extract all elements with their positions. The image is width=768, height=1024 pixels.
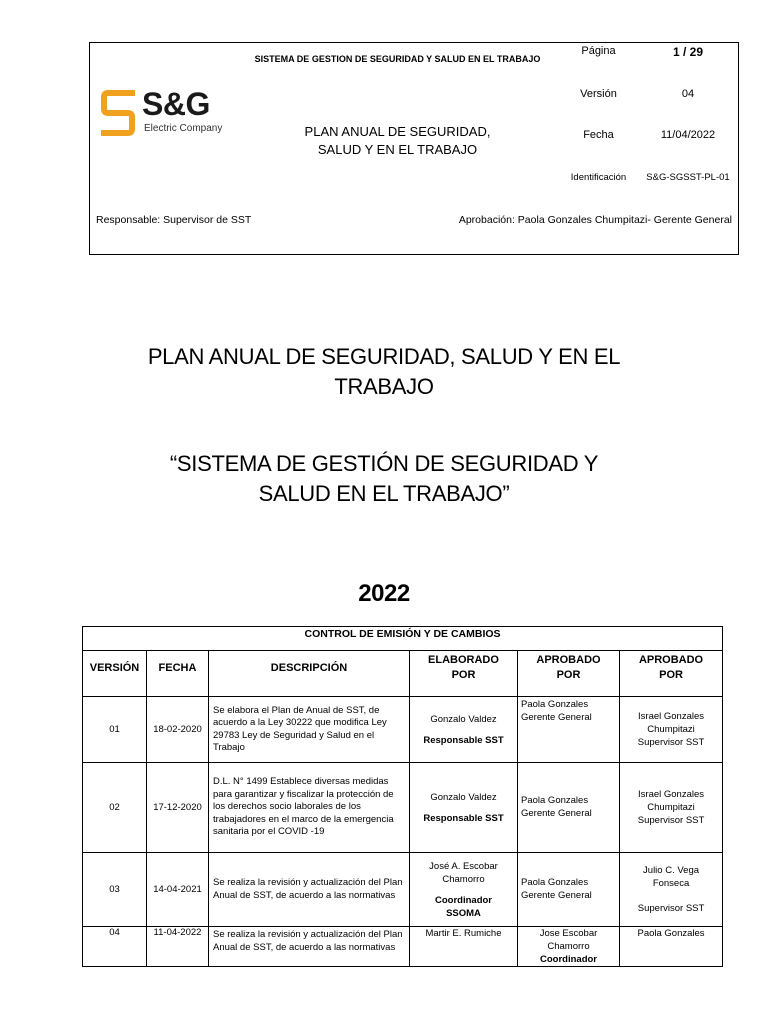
main-subtitle	[0, 449, 768, 509]
table-row	[83, 927, 723, 967]
cell-description: D.L. N° 1499 Establece diversas medidas para garantizar y fiscalizar la protección de los derechos socio laborales de los trabajadores en el marco de la emergencia sanitaria por el COVID -19	[209, 763, 410, 853]
cell-approved: Paola Gonzales Gerente General	[518, 763, 620, 853]
col-version: VERSIÓN	[83, 651, 147, 697]
cell-approved-2: Julio C. Vega Fonseca Supervisor SST	[620, 853, 723, 927]
main-title-line: TRABAJO	[334, 374, 434, 399]
change-control-table	[82, 626, 723, 967]
col-prepared: ELABORADO POR	[410, 651, 518, 697]
cell-description: Se realiza la revisión y actualización del Plan Anual de SST, de acuerdo a las normativas	[209, 927, 410, 967]
id-value: S&G-SGSST-PL-01	[646, 172, 730, 183]
col-approved-2: APROBADO POR	[620, 651, 723, 697]
cell-approved-2: Israel Gonzales Chumpitazi Supervisor SST	[620, 697, 723, 763]
date-value: 11/04/2022	[660, 129, 716, 141]
cell-prepared: José A. Escobar Chamorro Coordinador SSOMA	[410, 853, 518, 927]
table-caption: CONTROL DE EMISIÓN Y DE CAMBIOS	[83, 627, 723, 651]
col-approved: APROBADO POR	[518, 651, 620, 697]
cell-date: 18-02-2020	[147, 697, 209, 763]
version-value: 04	[681, 88, 695, 100]
plan-title: PLAN ANUAL DE SEGURIDAD, SALUD Y EN EL TRABAJO	[304, 123, 491, 157]
logo-name: S&G	[142, 86, 210, 122]
cell-approved-2: Israel Gonzales Chumpitazi Supervisor SST	[620, 763, 723, 853]
page-label: Página	[581, 45, 616, 57]
cell-approved: Paola Gonzales Gerente General	[518, 697, 620, 763]
cell-version: 03	[83, 853, 147, 927]
cell-date: 17-12-2020	[147, 763, 209, 853]
version-label: Versión	[580, 88, 617, 100]
cell-approved-2: Paola Gonzales	[620, 927, 723, 967]
page-value: 1 / 29	[672, 45, 704, 59]
system-title: SISTEMA DE GESTION DE SEGURIDAD Y SALUD EN EL TRABAJO	[254, 53, 541, 64]
cell-approved: Jose Escobar Chamorro Coordinador	[518, 927, 620, 967]
cell-version: 02	[83, 763, 147, 853]
main-title-line: PLAN ANUAL DE SEGURIDAD, SALUD Y EN EL	[147, 344, 621, 369]
cell-prepared: Gonzalo Valdez Responsable SST	[410, 763, 518, 853]
sg-logo-icon	[98, 87, 138, 139]
col-date: FECHA	[147, 651, 209, 697]
approval-field: Aprobación: Paola Gonzales Chumpitazi- Gerente General	[458, 214, 732, 226]
cell-prepared: Gonzalo Valdez Responsable SST	[410, 697, 518, 763]
document-header	[89, 42, 739, 255]
cell-approved: Paola Gonzales Gerente General	[518, 853, 620, 927]
table-row	[83, 853, 723, 927]
cell-date: 14-04-2021	[147, 853, 209, 927]
cell-description: Se elabora el Plan de Anual de SST, de acuerdo a la Ley 30222 que modifica Ley 29783 Ley de Seguridad y Salud en el Trabajo	[209, 697, 410, 763]
id-label: Identificación	[570, 172, 627, 183]
cell-date: 11-04-2022	[147, 927, 209, 967]
plan-year: 2022	[358, 580, 410, 607]
cell-description: Se realiza la revisión y actualización del Plan Anual de SST, de acuerdo a las normativas	[209, 853, 410, 927]
date-label: Fecha	[583, 129, 614, 141]
main-title	[0, 342, 768, 402]
logo-subtitle: Electric Company	[144, 123, 223, 134]
cell-version: 01	[83, 697, 147, 763]
main-subtitle-line: “SISTEMA DE GESTIÓN DE SEGURIDAD Y	[169, 451, 599, 476]
table-row	[83, 697, 723, 763]
table-header-row	[83, 651, 723, 697]
main-subtitle-line: SALUD EN EL TRABAJO”	[258, 481, 510, 506]
cell-version: 04	[83, 927, 147, 967]
table-row	[83, 763, 723, 853]
cell-prepared: Martir E. Rumiche	[410, 927, 518, 967]
col-description: DESCRIPCIÓN	[209, 651, 410, 697]
logo-cell	[90, 43, 236, 213]
company-logo	[98, 87, 228, 143]
responsible-field: Responsable: Supervisor de SST	[96, 214, 252, 226]
